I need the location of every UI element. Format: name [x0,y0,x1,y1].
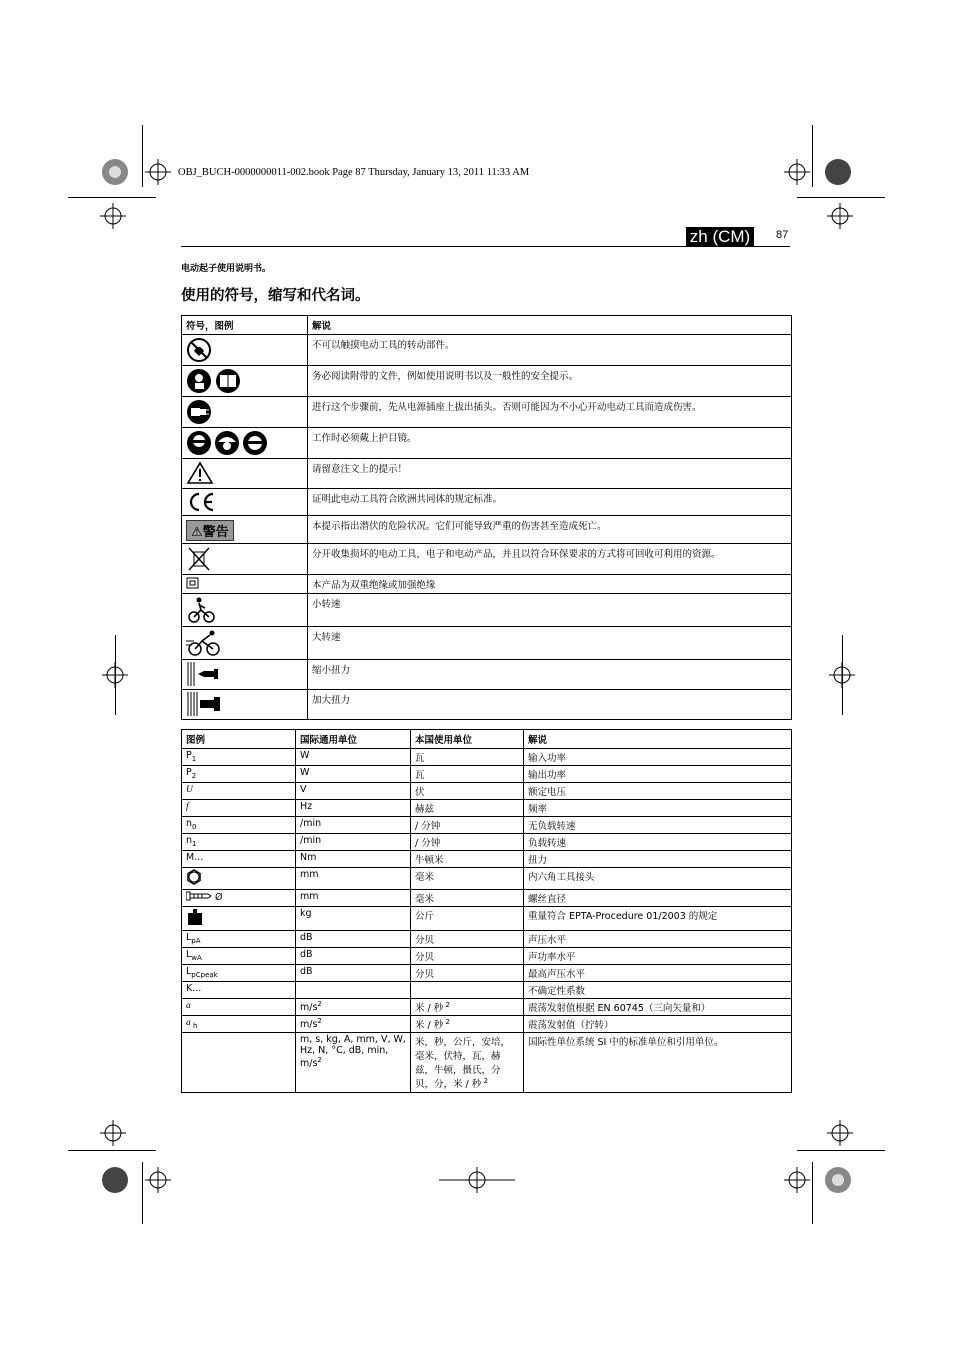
table-row [182,660,792,690]
low-torque-icon [186,662,220,686]
local-unit: 分贝 [411,948,524,965]
table-row [182,851,792,868]
local-unit: / 分钟 [411,834,524,851]
unit-symbol: $P_1$ [182,749,296,766]
local-unit: 米，秒，公斤，安培，毫米，伏特，瓦，赫兹，牛顿，摄氏，分贝，分，米 / 秒 $^2$ [411,1033,524,1093]
unplug-icon [186,399,212,425]
table-row [182,783,792,800]
low-speed-icon [186,596,216,624]
table-row [182,335,792,366]
local-unit: 米 / 秒 $^2$ [411,999,524,1016]
si-unit [296,982,411,999]
table-row [182,834,792,851]
column-header: 解说 [524,730,792,749]
table-row [182,366,792,397]
si-unit: W [296,749,411,766]
symbol-description: 不可以触摸电动工具的转动部件。 [308,335,792,366]
symbol-description: 请留意注文上的提示！ [308,459,792,489]
unit-symbol: $L_{pA}$ [182,931,296,948]
no-touch-rotating-icon [186,337,212,363]
table-row [182,575,792,594]
si-unit: mm [296,868,411,890]
unit-symbol: U [182,783,296,800]
table-row [182,459,792,489]
page-number: 87 [776,229,789,241]
column-header: 解说 [308,316,792,335]
table-row [182,428,792,459]
local-unit: 瓦 [411,766,524,783]
units-table [181,729,792,1093]
unit-description: 不确定性系数 [524,982,792,999]
symbol-description: 大转速 [308,627,792,660]
warning-triangle-icon [186,461,214,485]
table-row [182,690,792,720]
column-header: 国际通用单位 [296,730,411,749]
weight-icon [186,908,204,929]
file-info: OBJ_BUCH-0000000011-002.book Page 87 Thursday, January 13, 2011 11:33 AM [178,167,530,178]
table-row [182,1033,792,1093]
local-unit: 分贝 [411,965,524,982]
unit-description: 额定电压 [524,783,792,800]
symbol-description: 务必阅读附带的文件，例如使用说明书以及一般性的安全提示。 [308,366,792,397]
table-row [182,489,792,516]
unit-description: 最高声压水平 [524,965,792,982]
table-row [182,965,792,982]
table-row [182,749,792,766]
si-unit: $m/s^2$ [296,1016,411,1033]
unit-description: 无负载转速 [524,817,792,834]
local-unit: 毫米 [411,890,524,907]
table-row [182,982,792,999]
screw-diameter-icon [186,891,212,904]
si-unit: dB [296,931,411,948]
si-unit: Hz [296,800,411,817]
si-unit: dB [296,948,411,965]
hex-socket-icon [186,869,202,888]
symbol-description: 分开收集损坏的电动工具，电子和电动产品，并且以符合环保要求的方式将可回收可利用的资源。 [308,544,792,575]
local-unit: 分贝 [411,931,524,948]
symbol-description: 进行这个步骤前，先从电源插座上拔出插头。否则可能因为不小心开动电动工具而造成伤害。 [308,397,792,428]
unit-symbol: $L_{wA}$ [182,948,296,965]
symbol-description: 本产品为双重绝缘或加强绝缘 [308,575,792,594]
symbol-description: 缩小扭力 [308,660,792,690]
table-row [182,594,792,627]
unit-description: 声功率水平 [524,948,792,965]
symbol-description: 证明此电动工具符合欧洲共同体的规定标准。 [308,489,792,516]
unit-symbol [182,1033,296,1093]
unit-symbol: K... [182,982,296,999]
unit-symbol: a $_h$ [182,1016,296,1033]
si-unit: mm [296,890,411,907]
unit-description: 频率 [524,800,792,817]
table-row [182,948,792,965]
unit-description: 重量符合 EPTA-Procedure 01/2003 的规定 [524,907,792,931]
unit-description: 震荡发射值根据 EN 60745（三向矢量和） [524,999,792,1016]
unit-symbol: $L_{pCpeak}$ [182,965,296,982]
unit-symbol [182,907,296,931]
unit-description: 震荡发射值（拧转） [524,1016,792,1033]
table-row [182,397,792,428]
unit-description: 声压水平 [524,931,792,948]
manual-title: 电动起子使用说明书。 [181,264,272,274]
local-unit [411,982,524,999]
table-row [182,999,792,1016]
table-row [182,890,792,907]
si-unit: $m/s^2$ [296,999,411,1016]
table-row [182,931,792,948]
unit-symbol [182,868,296,890]
unit-description: 扭力 [524,851,792,868]
unit-symbol: f [182,800,296,817]
local-unit: / 分钟 [411,817,524,834]
local-unit: 瓦 [411,749,524,766]
unit-description: 内六角工具接头 [524,868,792,890]
symbol-description: 加大扭力 [308,690,792,720]
unit-symbol: $P_2$ [182,766,296,783]
si-unit: m, s, kg, A, mm, V, W, Hz, N, °C, dB, min, $m/s^2$ [296,1033,411,1093]
language-badge: zh (CM) [686,227,754,247]
unit-description: 螺丝直径 [524,890,792,907]
unit-description: 国际性单位系统 SI 中的标准单位和引用单位。 [524,1033,792,1093]
si-unit: V [296,783,411,800]
unit-description: 输入功率 [524,749,792,766]
table-row [182,544,792,575]
si-unit: kg [296,907,411,931]
unit-symbol: $n_1$ [182,834,296,851]
si-unit: W [296,766,411,783]
local-unit: 伏 [411,783,524,800]
table-row [182,1016,792,1033]
warning-label-text: 警告 [202,525,229,540]
symbol-description: 小转速 [308,594,792,627]
local-unit: 米 / 秒 $^2$ [411,1016,524,1033]
table-row [182,766,792,783]
protective-gear-icon [186,430,268,456]
column-header: 图例 [182,730,296,749]
crossed-bin-icon [186,546,212,572]
symbol-description: 本提示指出潜伏的危险状况。它们可能导致严重的伤害甚至造成死亡。 [308,516,792,544]
unit-symbol: Ø [182,890,296,907]
high-torque-icon [186,692,222,716]
local-unit: 赫兹 [411,800,524,817]
warning-label-icon: ⚠警告 [186,520,234,541]
column-header: 本国使用单位 [411,730,524,749]
si-unit: dB [296,965,411,982]
unit-description: 负载转速 [524,834,792,851]
table-header-row [182,316,792,335]
si-unit: /min [296,817,411,834]
table-row [182,817,792,834]
table-row [182,907,792,931]
local-unit: 公斤 [411,907,524,931]
section-title: 使用的符号，缩写和代名词。 [181,288,370,304]
table-row [182,516,792,544]
unit-symbol: $n_0$ [182,817,296,834]
table-row [182,868,792,890]
table-header-row [182,730,792,749]
symbol-description: 工作时必须戴上护目镜。 [308,428,792,459]
ce-mark-icon [186,491,216,513]
read-manual-icon [186,368,242,394]
unit-symbol: a [182,999,296,1016]
unit-description: 输出功率 [524,766,792,783]
double-insulation-icon [186,577,200,589]
si-unit: /min [296,834,411,851]
high-speed-icon [186,629,222,657]
local-unit: 牛顿米 [411,851,524,868]
unit-symbol: M... [182,851,296,868]
table-row [182,800,792,817]
table-row [182,627,792,660]
symbols-table [181,315,792,720]
si-unit: Nm [296,851,411,868]
column-header: 符号，图例 [182,316,308,335]
local-unit: 毫米 [411,868,524,890]
